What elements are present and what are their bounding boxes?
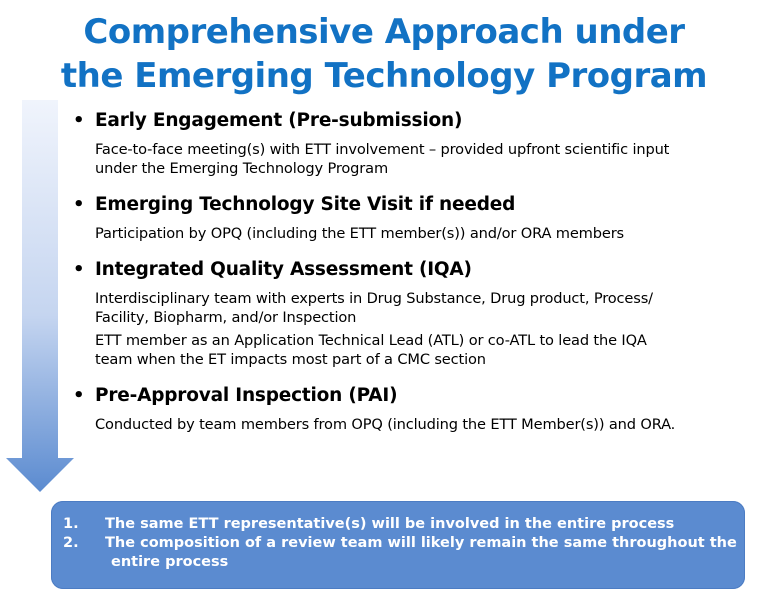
bullet-icon: • (73, 385, 85, 406)
key-point-number: 2. (63, 535, 79, 551)
key-points-list (63, 515, 738, 572)
key-point-text: The same ETT representative(s) will be involved in the entire process (105, 516, 675, 532)
bullet-icon: • (73, 110, 85, 131)
list-item-iqa (70, 257, 760, 369)
key-point-item (63, 515, 738, 534)
item-description (95, 224, 760, 243)
item-title: Early Engagement (Pre-submission) (95, 110, 463, 131)
description-line: Facility, Biopharm, and/or Inspection (95, 309, 357, 326)
down-arrow-graphic (0, 100, 80, 496)
item-description (95, 415, 760, 434)
list-item-early-engagement (70, 108, 760, 178)
list-item-site-visit (70, 192, 760, 243)
item-description (95, 289, 760, 327)
description-line: ETT member as an Application Technical Lead (ATL) or co-ATL to lead the IQA (95, 332, 647, 349)
description-line: team when the ET impacts most part of a CMC section (95, 351, 486, 368)
key-points-box (51, 501, 745, 589)
description-line: Participation by OPQ (including the ETT member(s)) and/or ORA members (95, 225, 624, 242)
approach-list (70, 108, 760, 434)
key-point-text-continued: entire process (111, 554, 229, 570)
slide-title-line-1: Comprehensive Approach under (83, 12, 685, 52)
bullet-icon: • (73, 194, 85, 215)
list-item-pai (70, 383, 760, 434)
description-line: Face-to-face meeting(s) with ETT involvement – provided upfront scientific input (95, 141, 670, 158)
item-description (95, 140, 760, 178)
slide-title-line-2: the Emerging Technology Program (60, 56, 708, 96)
item-title: Emerging Technology Site Visit if needed (95, 194, 516, 215)
item-title: Integrated Quality Assessment (IQA) (95, 259, 472, 280)
description-line: Conducted by team members from OPQ (including the ETT Member(s)) and ORA. (95, 416, 676, 433)
key-point-item (63, 534, 738, 572)
bullet-icon: • (73, 259, 85, 280)
item-description (95, 331, 760, 369)
key-point-text: The composition of a review team will likely remain the same throughout the (105, 535, 737, 551)
description-line: under the Emerging Technology Program (95, 160, 389, 177)
item-title: Pre-Approval Inspection (PAI) (95, 385, 398, 406)
key-point-number: 1. (63, 516, 79, 532)
description-line: Interdisciplinary team with experts in Drug Substance, Drug product, Process/ (95, 290, 653, 307)
slide-title (0, 10, 768, 98)
